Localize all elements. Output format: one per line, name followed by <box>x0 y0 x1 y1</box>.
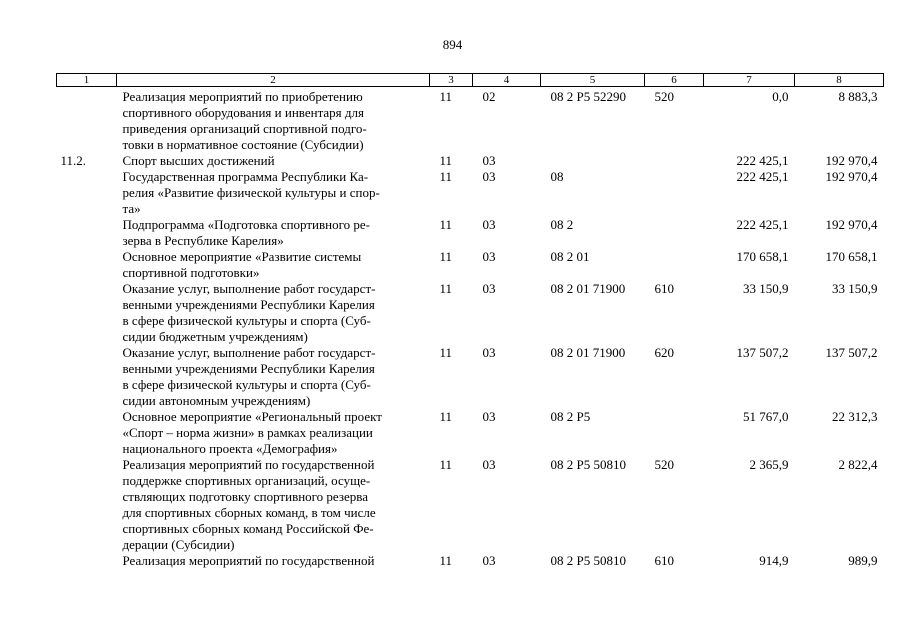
amount-year-2: 8 883,3 <box>838 89 878 104</box>
row-name <box>117 457 430 553</box>
row-number <box>57 457 117 553</box>
column-header: 3 <box>430 74 473 87</box>
row-name <box>117 153 430 169</box>
amount-year-2: 33 150,9 <box>832 281 878 296</box>
row-name-line: Реализация мероприятий по государственной <box>122 553 375 568</box>
amount-year-1: 170 658,1 <box>736 249 789 264</box>
amount-year-1: 222 425,1 <box>736 169 789 184</box>
amount-year-2: 192 970,4 <box>825 217 878 232</box>
subsection-code: 03 <box>482 249 496 264</box>
row-name-line: в сфере физической культуры и спорта (Суб- <box>122 313 371 328</box>
expense-type-code: 520 <box>654 89 674 104</box>
amount-year-1: 33 150,9 <box>743 281 789 296</box>
row-name-line: та» <box>122 201 141 216</box>
expense-type-code <box>645 169 704 217</box>
row-name-line: зерва в Республике Карелия» <box>122 233 284 248</box>
table-row <box>57 457 884 553</box>
row-name <box>117 87 430 154</box>
row-name-line: Основное мероприятие «Развитие системы <box>122 249 362 264</box>
expense-type-code: 620 <box>654 345 674 360</box>
row-name <box>117 553 430 569</box>
row-name-line: «Спорт – норма жизни» в рамках реализации <box>122 425 373 440</box>
table-row <box>57 409 884 457</box>
expense-type-code: 610 <box>654 281 674 296</box>
row-number <box>57 87 117 154</box>
row-name-line: Государственная программа Республики Ка- <box>122 169 369 184</box>
row-name <box>117 217 430 249</box>
row-name-line: ствляющих подготовку спортивного резерва <box>122 489 368 504</box>
amount-year-2: 192 970,4 <box>825 169 878 184</box>
subsection-code: 02 <box>482 89 496 104</box>
row-name-line: для спортивных сборных команд, в том числе <box>122 505 376 520</box>
row-number <box>57 249 117 281</box>
table-row <box>57 169 884 217</box>
section-code: 11 <box>439 281 453 296</box>
amount-year-2: 170 658,1 <box>825 249 878 264</box>
section-code: 11 <box>439 169 453 184</box>
subsection-code: 03 <box>482 345 496 360</box>
section-code: 11 <box>439 89 453 104</box>
row-name <box>117 281 430 345</box>
row-number <box>57 553 117 569</box>
subsection-code: 03 <box>482 457 496 472</box>
amount-year-1: 51 767,0 <box>743 409 789 424</box>
section-code: 11 <box>439 457 453 472</box>
row-number <box>57 169 117 217</box>
amount-year-1: 2 365,9 <box>749 457 789 472</box>
header-row <box>57 74 884 87</box>
table-row <box>57 553 884 569</box>
row-number <box>57 409 117 457</box>
row-number <box>57 217 117 249</box>
row-name-line: Спорт высших достижений <box>122 153 275 168</box>
page-number: 894 <box>442 37 463 52</box>
amount-year-2: 137 507,2 <box>825 345 878 360</box>
amount-year-1: 0,0 <box>772 89 789 104</box>
row-name-line: приведения организаций спортивной подго- <box>122 121 367 136</box>
row-number: 11.2. <box>60 153 87 168</box>
row-name-line: сидии автономным учреждениям) <box>122 393 311 408</box>
amount-year-2: 192 970,4 <box>825 153 878 168</box>
row-name <box>117 249 430 281</box>
subsection-code: 03 <box>482 153 496 168</box>
row-name-line: Реализация мероприятий по приобретению <box>122 89 363 104</box>
amount-year-2: 2 822,4 <box>838 457 878 472</box>
row-name-line: спортивных сборных команд Российской Фе- <box>122 521 374 536</box>
target-article-code: 08 2 <box>550 217 574 232</box>
section-code: 11 <box>439 249 453 264</box>
subsection-code: 03 <box>482 281 496 296</box>
row-name-line: в сфере физической культуры и спорта (Суб- <box>122 377 371 392</box>
row-name-line: Реализация мероприятий по государственной <box>122 457 375 472</box>
amount-year-1: 914,9 <box>759 553 789 568</box>
subsection-code: 03 <box>482 553 496 568</box>
column-header: 1 <box>57 74 117 87</box>
target-article-code <box>541 153 645 169</box>
table-row <box>57 153 884 169</box>
row-name-line: сидии бюджетным учреждениям) <box>122 329 308 344</box>
section-code: 11 <box>439 345 453 360</box>
target-article-code: 08 2 P5 50810 <box>550 553 626 568</box>
column-header: 2 <box>117 74 430 87</box>
row-number <box>57 345 117 409</box>
row-name-line: национального проекта «Демография» <box>122 441 338 456</box>
amount-year-1: 222 425,1 <box>736 217 789 232</box>
amount-year-2: 22 312,3 <box>832 409 878 424</box>
target-article-code: 08 2 P5 <box>550 409 591 424</box>
amount-year-1: 222 425,1 <box>736 153 789 168</box>
expense-type-code <box>645 249 704 281</box>
target-article-code: 08 2 P5 52290 <box>550 89 626 104</box>
column-header: 5 <box>541 74 645 87</box>
row-name <box>117 409 430 457</box>
row-name <box>117 345 430 409</box>
expense-type-code: 610 <box>654 553 674 568</box>
table-body <box>57 87 884 570</box>
target-article-code: 08 <box>550 169 564 184</box>
section-code: 11 <box>439 217 453 232</box>
table-row <box>57 281 884 345</box>
row-name-line: товки в нормативное состояние (Субсидии) <box>122 137 364 152</box>
table-row <box>57 345 884 409</box>
table-row <box>57 217 884 249</box>
row-name-line: релия «Развитие физической культуры и спор- <box>122 185 380 200</box>
column-header: 7 <box>704 74 795 87</box>
target-article-code: 08 2 01 71900 <box>550 281 626 296</box>
section-code: 11 <box>439 553 453 568</box>
row-name-line: Подпрограмма «Подготовка спортивного ре- <box>122 217 370 232</box>
row-name-line: венными учреждениями Республики Карелия <box>122 361 375 376</box>
expense-type-code <box>645 409 704 457</box>
column-header: 4 <box>473 74 541 87</box>
amount-year-1: 137 507,2 <box>736 345 789 360</box>
expense-type-code <box>645 153 704 169</box>
subsection-code: 03 <box>482 169 496 184</box>
section-code: 11 <box>439 153 453 168</box>
subsection-code: 03 <box>482 217 496 232</box>
row-name-line: дерации (Субсидии) <box>122 537 235 552</box>
subsection-code: 03 <box>482 409 496 424</box>
expense-type-code <box>645 217 704 249</box>
amount-year-2: 989,9 <box>848 553 878 568</box>
row-name-line: поддержке спортивных организаций, осуще- <box>122 473 371 488</box>
row-name-line: Основное мероприятие «Региональный проект <box>122 409 382 424</box>
row-name-line: спортивного оборудования и инвентаря для <box>122 105 364 120</box>
row-name-line: спортивной подготовки» <box>122 265 260 280</box>
row-name-line: Оказание услуг, выполнение работ государст- <box>122 281 376 296</box>
column-header: 8 <box>795 74 884 87</box>
row-name <box>117 169 430 217</box>
column-header: 6 <box>645 74 704 87</box>
budget-table <box>56 73 884 569</box>
table-row <box>57 87 884 154</box>
row-name-line: Оказание услуг, выполнение работ государст- <box>122 345 376 360</box>
section-code: 11 <box>439 409 453 424</box>
target-article-code: 08 2 01 71900 <box>550 345 626 360</box>
row-number <box>57 281 117 345</box>
target-article-code: 08 2 01 <box>550 249 590 264</box>
target-article-code: 08 2 P5 50810 <box>550 457 626 472</box>
expense-type-code: 520 <box>654 457 674 472</box>
row-name-line: венными учреждениями Республики Карелия <box>122 297 375 312</box>
table-row <box>57 249 884 281</box>
